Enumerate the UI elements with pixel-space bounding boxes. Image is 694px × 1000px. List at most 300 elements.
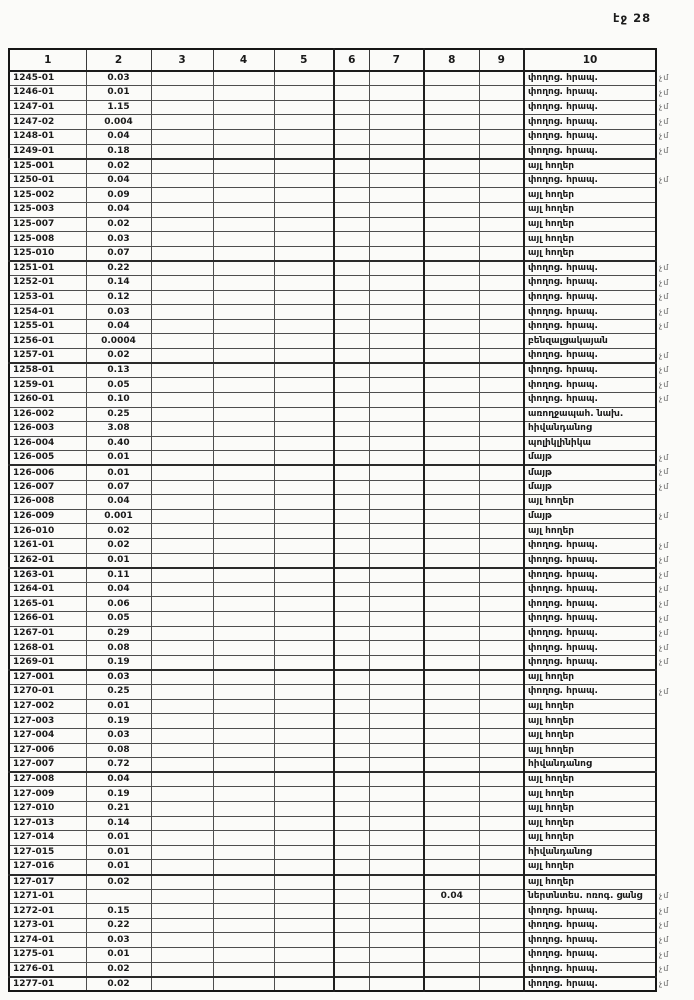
cell-parcel-code: 1252-01 bbox=[9, 276, 86, 291]
cell-col8-value bbox=[424, 407, 479, 422]
table-row bbox=[9, 232, 656, 247]
cell-empty bbox=[274, 801, 334, 816]
cell-parcel-code: 125-008 bbox=[9, 232, 86, 247]
cell-parcel-code: 126-005 bbox=[9, 451, 86, 466]
cell-empty bbox=[479, 144, 524, 159]
cell-col8-value bbox=[424, 71, 479, 86]
cell-empty bbox=[334, 305, 369, 320]
margin-mark bbox=[659, 436, 692, 451]
cell-land-usage: այլ հողեր bbox=[524, 217, 656, 232]
cell-empty bbox=[369, 451, 424, 466]
margin-mark bbox=[659, 232, 692, 247]
cell-parcel-code: 126-010 bbox=[9, 524, 86, 539]
cell-area-value: 0.29 bbox=[86, 626, 151, 641]
cell-area-value: 0.04 bbox=[86, 129, 151, 144]
cell-col8-value bbox=[424, 451, 479, 466]
cell-empty bbox=[274, 597, 334, 612]
cell-col8-value bbox=[424, 714, 479, 729]
cell-col8-value bbox=[424, 787, 479, 802]
cell-empty bbox=[213, 626, 274, 641]
cell-empty bbox=[274, 86, 334, 101]
cell-col8-value bbox=[424, 641, 479, 656]
cell-empty bbox=[274, 918, 334, 933]
cell-empty bbox=[274, 831, 334, 846]
cell-empty bbox=[151, 655, 213, 670]
cell-empty bbox=[151, 378, 213, 393]
cell-parcel-code: 1274-01 bbox=[9, 933, 86, 948]
table-row bbox=[9, 787, 656, 802]
cell-parcel-code: 126-008 bbox=[9, 495, 86, 510]
cell-empty bbox=[213, 670, 274, 685]
cell-area-value: 0.18 bbox=[86, 144, 151, 159]
cell-land-usage: ներտնտես. ոռոգ. ցանց bbox=[524, 889, 656, 904]
cell-parcel-code: 1247-02 bbox=[9, 115, 86, 130]
margin-mark bbox=[659, 202, 692, 217]
cell-land-usage: փողոց. հրապ. bbox=[524, 71, 656, 86]
cell-empty bbox=[274, 246, 334, 261]
table-row bbox=[9, 670, 656, 685]
cell-land-usage: փողոց. հրապ. bbox=[524, 933, 656, 948]
cell-empty bbox=[213, 743, 274, 758]
table-row bbox=[9, 217, 656, 232]
cell-empty bbox=[334, 276, 369, 291]
cell-empty bbox=[479, 612, 524, 627]
cell-empty bbox=[151, 495, 213, 510]
cell-empty bbox=[151, 71, 213, 86]
cell-empty bbox=[369, 144, 424, 159]
cell-empty bbox=[213, 276, 274, 291]
cell-col8-value bbox=[424, 217, 479, 232]
margin-mark bbox=[659, 875, 692, 890]
cell-empty bbox=[213, 875, 274, 890]
cell-col8-value bbox=[424, 743, 479, 758]
cell-empty bbox=[151, 159, 213, 174]
cell-empty bbox=[334, 772, 369, 787]
cell-empty bbox=[479, 875, 524, 890]
cell-empty bbox=[213, 524, 274, 539]
table-row bbox=[9, 875, 656, 890]
cell-col8-value bbox=[424, 977, 479, 992]
cell-empty bbox=[369, 422, 424, 437]
cell-empty bbox=[369, 626, 424, 641]
cell-empty bbox=[479, 977, 524, 992]
cell-parcel-code: 1268-01 bbox=[9, 641, 86, 656]
cell-empty bbox=[151, 422, 213, 437]
cell-land-usage: այլ հողեր bbox=[524, 246, 656, 261]
cell-empty bbox=[151, 349, 213, 364]
table-row bbox=[9, 465, 656, 480]
cell-empty bbox=[151, 962, 213, 977]
cell-parcel-code: 125-003 bbox=[9, 202, 86, 217]
cell-col8-value bbox=[424, 904, 479, 919]
cell-empty bbox=[479, 553, 524, 568]
cell-col8-value bbox=[424, 86, 479, 101]
cell-empty bbox=[151, 728, 213, 743]
table-row bbox=[9, 831, 656, 846]
cell-empty bbox=[334, 159, 369, 174]
cell-col8-value bbox=[424, 232, 479, 247]
cell-empty bbox=[479, 918, 524, 933]
cell-land-usage: այլ հողեր bbox=[524, 831, 656, 846]
cell-land-usage: մայթ bbox=[524, 451, 656, 466]
margin-mark: չմ bbox=[659, 116, 670, 126]
cell-empty bbox=[274, 685, 334, 700]
cell-empty bbox=[213, 509, 274, 524]
cell-empty bbox=[369, 743, 424, 758]
margin-mark bbox=[659, 772, 692, 787]
cell-empty bbox=[334, 641, 369, 656]
cell-empty bbox=[479, 71, 524, 86]
cell-empty bbox=[151, 86, 213, 101]
cell-col8-value bbox=[424, 933, 479, 948]
margin-mark: չմ bbox=[659, 598, 670, 608]
cell-empty bbox=[213, 816, 274, 831]
cell-empty bbox=[151, 407, 213, 422]
cell-empty bbox=[151, 100, 213, 115]
cell-empty bbox=[274, 612, 334, 627]
cell-empty bbox=[479, 582, 524, 597]
cell-parcel-code: 127-009 bbox=[9, 787, 86, 802]
cell-empty bbox=[151, 758, 213, 773]
cell-area-value: 0.03 bbox=[86, 728, 151, 743]
cell-land-usage: այլ հողեր bbox=[524, 801, 656, 816]
cell-empty bbox=[334, 539, 369, 554]
margin-mark bbox=[659, 422, 692, 437]
cell-empty bbox=[369, 597, 424, 612]
cell-empty bbox=[369, 509, 424, 524]
cell-empty bbox=[334, 933, 369, 948]
margin-mark bbox=[659, 670, 692, 685]
cell-empty bbox=[479, 845, 524, 860]
cell-empty bbox=[213, 246, 274, 261]
table-row bbox=[9, 115, 656, 130]
cell-empty bbox=[213, 962, 274, 977]
table-row bbox=[9, 699, 656, 714]
table-row bbox=[9, 436, 656, 451]
cell-empty bbox=[213, 465, 274, 480]
cell-land-usage: փողոց. հրապ. bbox=[524, 977, 656, 992]
cell-empty bbox=[334, 904, 369, 919]
cell-empty bbox=[151, 392, 213, 407]
cell-empty bbox=[213, 495, 274, 510]
cell-empty bbox=[334, 261, 369, 276]
table-row bbox=[9, 202, 656, 217]
cell-empty bbox=[369, 758, 424, 773]
parcel-table bbox=[8, 48, 657, 992]
cell-empty bbox=[369, 495, 424, 510]
cell-empty bbox=[479, 626, 524, 641]
cell-empty bbox=[479, 743, 524, 758]
margin-mark: չմ bbox=[659, 569, 670, 579]
cell-empty bbox=[334, 948, 369, 963]
cell-empty bbox=[151, 670, 213, 685]
cell-parcel-code: 1256-01 bbox=[9, 334, 86, 349]
cell-empty bbox=[369, 655, 424, 670]
cell-empty bbox=[151, 772, 213, 787]
cell-parcel-code: 1267-01 bbox=[9, 626, 86, 641]
cell-empty bbox=[369, 261, 424, 276]
cell-area-value: 0.0004 bbox=[86, 334, 151, 349]
cell-empty bbox=[334, 86, 369, 101]
cell-parcel-code: 127-001 bbox=[9, 670, 86, 685]
cell-empty bbox=[369, 787, 424, 802]
table-row bbox=[9, 860, 656, 875]
cell-empty bbox=[334, 319, 369, 334]
cell-empty bbox=[213, 71, 274, 86]
table-row bbox=[9, 728, 656, 743]
cell-empty bbox=[213, 933, 274, 948]
cell-area-value: 0.04 bbox=[86, 495, 151, 510]
cell-empty bbox=[274, 875, 334, 890]
cell-land-usage: փողոց. հրապ. bbox=[524, 129, 656, 144]
cell-empty bbox=[334, 977, 369, 992]
cell-empty bbox=[369, 524, 424, 539]
table-row bbox=[9, 144, 656, 159]
margin-mark bbox=[659, 845, 692, 860]
cell-empty bbox=[151, 626, 213, 641]
cell-empty bbox=[274, 334, 334, 349]
cell-empty bbox=[334, 597, 369, 612]
cell-land-usage: փողոց. հրապ. bbox=[524, 173, 656, 188]
cell-area-value: 0.07 bbox=[86, 480, 151, 495]
cell-empty bbox=[274, 626, 334, 641]
cell-col8-value bbox=[424, 436, 479, 451]
cell-empty bbox=[369, 232, 424, 247]
margin-mark: չմ bbox=[659, 277, 670, 287]
margin-mark: չմ bbox=[659, 306, 670, 316]
cell-col8-value bbox=[424, 159, 479, 174]
table-row bbox=[9, 290, 656, 305]
cell-col8-value bbox=[424, 246, 479, 261]
cell-parcel-code: 125-007 bbox=[9, 217, 86, 232]
cell-empty bbox=[479, 597, 524, 612]
cell-empty bbox=[274, 480, 334, 495]
margin-mark: չմ bbox=[659, 964, 670, 974]
cell-empty bbox=[274, 129, 334, 144]
cell-empty bbox=[334, 524, 369, 539]
cell-area-value: 0.08 bbox=[86, 641, 151, 656]
cell-empty bbox=[334, 407, 369, 422]
cell-empty bbox=[479, 495, 524, 510]
cell-empty bbox=[479, 173, 524, 188]
cell-empty bbox=[151, 246, 213, 261]
cell-parcel-code: 126-007 bbox=[9, 480, 86, 495]
cell-empty bbox=[213, 597, 274, 612]
table-row bbox=[9, 159, 656, 174]
cell-empty bbox=[213, 115, 274, 130]
cell-land-usage: այլ հողեր bbox=[524, 699, 656, 714]
cell-parcel-code: 126-009 bbox=[9, 509, 86, 524]
cell-empty bbox=[213, 392, 274, 407]
cell-empty bbox=[334, 509, 369, 524]
cell-empty bbox=[151, 641, 213, 656]
margin-mark: չմ bbox=[659, 642, 670, 652]
cell-empty bbox=[479, 363, 524, 378]
cell-col8-value bbox=[424, 948, 479, 963]
margin-mark: չմ bbox=[659, 175, 670, 185]
cell-land-usage: մայթ bbox=[524, 480, 656, 495]
cell-empty bbox=[334, 290, 369, 305]
cell-empty bbox=[213, 305, 274, 320]
cell-empty bbox=[151, 948, 213, 963]
cell-land-usage: հիվանդանոց bbox=[524, 422, 656, 437]
cell-empty bbox=[213, 422, 274, 437]
cell-land-usage: փողոց. հրապ. bbox=[524, 918, 656, 933]
cell-col8-value bbox=[424, 685, 479, 700]
cell-land-usage: փողոց. հրապ. bbox=[524, 144, 656, 159]
cell-area-value: 0.03 bbox=[86, 305, 151, 320]
cell-empty bbox=[479, 334, 524, 349]
cell-empty bbox=[369, 860, 424, 875]
column-header: 5 bbox=[274, 49, 334, 71]
column-header: 10 bbox=[524, 49, 656, 71]
cell-empty bbox=[334, 363, 369, 378]
margin-mark: չմ bbox=[659, 482, 670, 492]
cell-land-usage: փողոց. հրապ. bbox=[524, 582, 656, 597]
cell-col8-value bbox=[424, 918, 479, 933]
cell-empty bbox=[479, 539, 524, 554]
table-row bbox=[9, 319, 656, 334]
cell-empty bbox=[479, 451, 524, 466]
cell-land-usage: փողոց. հրապ. bbox=[524, 290, 656, 305]
cell-col8-value bbox=[424, 597, 479, 612]
cell-empty bbox=[274, 553, 334, 568]
cell-empty bbox=[213, 378, 274, 393]
table-row bbox=[9, 918, 656, 933]
cell-col8-value bbox=[424, 378, 479, 393]
cell-empty bbox=[274, 349, 334, 364]
cell-empty bbox=[274, 670, 334, 685]
table-row bbox=[9, 276, 656, 291]
cell-area-value: 0.14 bbox=[86, 816, 151, 831]
cell-empty bbox=[334, 232, 369, 247]
cell-empty bbox=[369, 977, 424, 992]
margin-mark bbox=[659, 246, 692, 261]
cell-empty bbox=[213, 845, 274, 860]
cell-col8-value bbox=[424, 670, 479, 685]
cell-land-usage: այլ հողեր bbox=[524, 743, 656, 758]
cell-empty bbox=[479, 568, 524, 583]
cell-land-usage: հիվանդանոց bbox=[524, 758, 656, 773]
cell-parcel-code: 1269-01 bbox=[9, 655, 86, 670]
cell-area-value: 0.22 bbox=[86, 261, 151, 276]
cell-area-value bbox=[86, 889, 151, 904]
margin-mark: չմ bbox=[659, 394, 670, 404]
table-row bbox=[9, 889, 656, 904]
cell-col8-value bbox=[424, 699, 479, 714]
cell-empty bbox=[369, 188, 424, 203]
cell-empty bbox=[213, 641, 274, 656]
cell-col8-value bbox=[424, 875, 479, 890]
cell-empty bbox=[369, 831, 424, 846]
cell-empty bbox=[334, 582, 369, 597]
cell-empty bbox=[274, 568, 334, 583]
margin-mark bbox=[659, 758, 692, 773]
cell-empty bbox=[479, 509, 524, 524]
margin-mark: չմ bbox=[659, 686, 670, 696]
table-row bbox=[9, 334, 656, 349]
cell-parcel-code: 127-008 bbox=[9, 772, 86, 787]
cell-empty bbox=[274, 714, 334, 729]
cell-empty bbox=[213, 699, 274, 714]
cell-area-value: 0.01 bbox=[86, 86, 151, 101]
cell-empty bbox=[274, 962, 334, 977]
cell-parcel-code: 127-013 bbox=[9, 816, 86, 831]
cell-empty bbox=[274, 407, 334, 422]
cell-empty bbox=[274, 188, 334, 203]
margin-mark bbox=[659, 495, 692, 510]
cell-empty bbox=[369, 539, 424, 554]
cell-empty bbox=[334, 246, 369, 261]
cell-empty bbox=[334, 334, 369, 349]
cell-parcel-code: 127-010 bbox=[9, 801, 86, 816]
cell-land-usage: փողոց. հրապ. bbox=[524, 349, 656, 364]
cell-empty bbox=[334, 465, 369, 480]
margin-mark: չմ bbox=[659, 949, 670, 959]
table-row bbox=[9, 626, 656, 641]
cell-empty bbox=[274, 860, 334, 875]
cell-empty bbox=[334, 568, 369, 583]
cell-empty bbox=[334, 831, 369, 846]
margin-marks-rail bbox=[659, 71, 692, 991]
cell-parcel-code: 1253-01 bbox=[9, 290, 86, 305]
cell-empty bbox=[334, 217, 369, 232]
table-row bbox=[9, 495, 656, 510]
cell-empty bbox=[369, 129, 424, 144]
cell-col8-value bbox=[424, 831, 479, 846]
table-row bbox=[9, 86, 656, 101]
cell-land-usage: այլ հողեր bbox=[524, 524, 656, 539]
cell-col8-value bbox=[424, 582, 479, 597]
column-header: 7 bbox=[369, 49, 424, 71]
cell-empty bbox=[213, 144, 274, 159]
cell-area-value: 0.03 bbox=[86, 71, 151, 86]
cell-area-value: 0.22 bbox=[86, 918, 151, 933]
cell-land-usage: փողոց. հրապ. bbox=[524, 641, 656, 656]
cell-parcel-code: 1246-01 bbox=[9, 86, 86, 101]
cell-empty bbox=[213, 568, 274, 583]
cell-empty bbox=[334, 422, 369, 437]
cell-empty bbox=[274, 115, 334, 130]
cell-empty bbox=[274, 699, 334, 714]
cell-col8-value bbox=[424, 495, 479, 510]
cell-empty bbox=[479, 641, 524, 656]
cell-empty bbox=[334, 436, 369, 451]
margin-mark: չմ bbox=[659, 87, 670, 97]
cell-empty bbox=[274, 202, 334, 217]
cell-empty bbox=[334, 685, 369, 700]
cell-col8-value bbox=[424, 422, 479, 437]
cell-empty bbox=[151, 845, 213, 860]
cell-empty bbox=[213, 787, 274, 802]
table-row bbox=[9, 71, 656, 86]
cell-area-value: 0.15 bbox=[86, 904, 151, 919]
table-row bbox=[9, 100, 656, 115]
cell-empty bbox=[334, 860, 369, 875]
cell-empty bbox=[151, 144, 213, 159]
cell-area-value: 0.01 bbox=[86, 465, 151, 480]
margin-mark: չմ bbox=[659, 379, 670, 389]
cell-empty bbox=[369, 801, 424, 816]
table-row bbox=[9, 582, 656, 597]
cell-empty bbox=[479, 217, 524, 232]
cell-land-usage: այլ հողեր bbox=[524, 670, 656, 685]
margin-mark: չմ bbox=[659, 467, 670, 477]
cell-empty bbox=[479, 772, 524, 787]
cell-empty bbox=[479, 115, 524, 130]
table-row bbox=[9, 816, 656, 831]
cell-empty bbox=[274, 772, 334, 787]
